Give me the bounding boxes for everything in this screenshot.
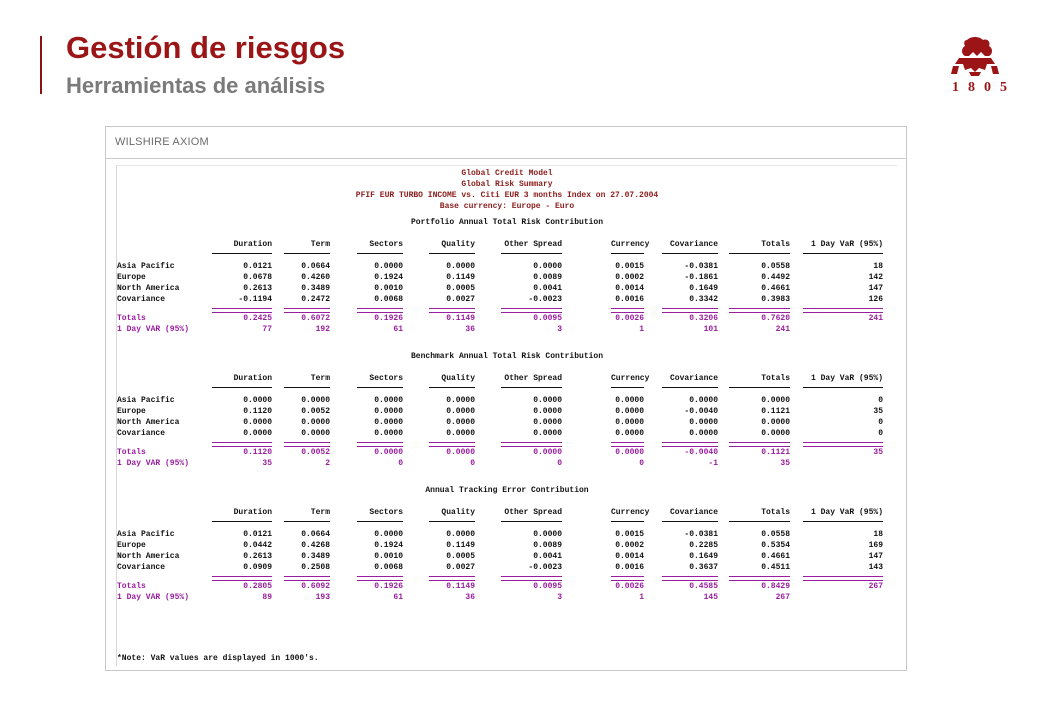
cell-2: 0.0000 xyxy=(374,407,403,416)
row-label: Asia Pacific xyxy=(117,530,175,539)
cell-5: 0.0000 xyxy=(615,418,644,427)
column-header: Totals xyxy=(761,508,790,517)
header-rule xyxy=(729,253,790,254)
header-rule xyxy=(662,521,718,522)
cell-4: 0.0000 xyxy=(533,396,562,405)
header-rule xyxy=(357,253,403,254)
cell-4: 3 xyxy=(557,593,562,602)
cell-7: 0.8429 xyxy=(761,582,790,591)
column-header: Sectors xyxy=(369,240,403,249)
cell-1: 2 xyxy=(325,459,330,468)
header-rule xyxy=(611,521,644,522)
cell-5: 0.0000 xyxy=(615,429,644,438)
cell-8: 35 xyxy=(873,448,883,457)
column-header: Term xyxy=(310,374,330,383)
header-rule xyxy=(803,253,883,254)
cell-3: 0.0027 xyxy=(446,563,475,572)
cell-0: 0.0121 xyxy=(243,530,272,539)
cell-2: 0 xyxy=(398,459,403,468)
cell-7: 0.1121 xyxy=(761,448,790,457)
table-row xyxy=(117,407,897,418)
totals-double-rule xyxy=(357,576,403,581)
cell-2: 0.1924 xyxy=(374,273,403,282)
header-rule xyxy=(357,521,403,522)
cell-1: 0.0664 xyxy=(301,530,330,539)
cell-2: 0.0000 xyxy=(374,262,403,271)
report-headline-4: Base currency: Europe - Euro xyxy=(439,202,575,211)
column-header: 1 Day VaR (95%) xyxy=(810,374,883,383)
cell-5: 1 xyxy=(639,325,644,334)
cell-0: 0.0678 xyxy=(243,273,272,282)
header-rule xyxy=(729,387,790,388)
row-label: Europe xyxy=(117,407,146,416)
header-rule xyxy=(729,521,790,522)
cell-8: 241 xyxy=(868,314,883,323)
totals-double-rule xyxy=(662,442,718,447)
cell-1: 0.0000 xyxy=(301,429,330,438)
cell-0: 0.1120 xyxy=(243,407,272,416)
header-rule xyxy=(662,387,718,388)
column-header: Sectors xyxy=(369,508,403,517)
totals-double-rule xyxy=(803,442,883,447)
cell-6: 101 xyxy=(703,325,718,334)
cell-0: 0.0000 xyxy=(243,396,272,405)
column-header: Totals xyxy=(761,374,790,383)
cell-1: 0.0000 xyxy=(301,418,330,427)
report-headline-2: Global Risk Summary xyxy=(461,180,553,189)
cell-0: 0.1120 xyxy=(243,448,272,457)
header-rule xyxy=(501,521,562,522)
cell-4: 0.0000 xyxy=(533,262,562,271)
cell-6: -0.1861 xyxy=(684,273,718,282)
cell-8: 0 xyxy=(878,429,883,438)
cell-6: 0.3206 xyxy=(689,314,718,323)
cell-2: 0.0000 xyxy=(374,448,403,457)
cell-6: 0.4585 xyxy=(689,582,718,591)
totals-double-rule xyxy=(284,576,330,581)
row-label: Covariance xyxy=(117,563,166,572)
cell-3: 36 xyxy=(465,325,475,334)
cell-7: 0.0000 xyxy=(761,418,790,427)
cell-8: 18 xyxy=(873,530,883,539)
cell-5: 0.0016 xyxy=(615,295,644,304)
header-rule xyxy=(429,521,475,522)
row-label: Asia Pacific xyxy=(117,262,175,271)
column-header: Other Spread xyxy=(504,374,562,383)
column-header: Other Spread xyxy=(504,508,562,517)
cell-4: 0.0041 xyxy=(533,284,562,293)
row-label: 1 Day VAR (95%) xyxy=(117,459,190,468)
column-header: Sectors xyxy=(369,374,403,383)
cell-6: 0.3637 xyxy=(689,563,718,572)
column-header: 1 Day VaR (95%) xyxy=(810,508,883,517)
totals-double-rule xyxy=(611,576,644,581)
cell-1: 0.3489 xyxy=(301,552,330,561)
var-row xyxy=(117,593,897,604)
cell-7: 0.3983 xyxy=(761,295,790,304)
cell-7: 0.5354 xyxy=(761,541,790,550)
totals-double-rule xyxy=(501,576,562,581)
cell-3: 0 xyxy=(470,459,475,468)
totals-double-rule xyxy=(611,308,644,313)
cell-7: 35 xyxy=(780,459,790,468)
cell-1: 0.4268 xyxy=(301,541,330,550)
cell-2: 0.0068 xyxy=(374,563,403,572)
column-header: Covariance xyxy=(669,374,718,383)
cell-7: 0.0558 xyxy=(761,262,790,271)
cell-3: 0.0000 xyxy=(446,448,475,457)
totals-double-rule xyxy=(803,308,883,313)
row-label: 1 Day VAR (95%) xyxy=(117,325,190,334)
cell-5: 0.0016 xyxy=(615,563,644,572)
cell-7: 0.4492 xyxy=(761,273,790,282)
totals-row xyxy=(117,448,897,459)
cell-2: 0.1926 xyxy=(374,314,403,323)
table-row xyxy=(117,295,897,306)
column-header: Duration xyxy=(233,240,272,249)
cell-6: 0.3342 xyxy=(689,295,718,304)
cell-0: 0.0442 xyxy=(243,541,272,550)
report-note: *Note: VaR values are displayed in 1000's. xyxy=(117,654,319,663)
report-panel xyxy=(105,126,907,671)
cell-0: 0.2613 xyxy=(243,284,272,293)
cell-6: 0.0000 xyxy=(689,429,718,438)
cell-3: 0.0000 xyxy=(446,407,475,416)
cell-6: 145 xyxy=(703,593,718,602)
header-rule xyxy=(212,521,272,522)
column-header-row xyxy=(117,374,897,385)
cell-3: 0.0000 xyxy=(446,429,475,438)
column-header: Duration xyxy=(233,374,272,383)
cell-7: 0.0000 xyxy=(761,429,790,438)
table-row xyxy=(117,530,897,541)
cell-6: 0.2285 xyxy=(689,541,718,550)
totals-double-rule xyxy=(212,308,272,313)
cell-3: 0.1149 xyxy=(446,314,475,323)
row-label: Covariance xyxy=(117,295,166,304)
cell-5: 0.0026 xyxy=(615,582,644,591)
totals-double-rule xyxy=(501,308,562,313)
cell-6: -1 xyxy=(708,459,718,468)
cell-1: 0.2508 xyxy=(301,563,330,572)
cell-3: 0.0000 xyxy=(446,262,475,271)
cell-1: 192 xyxy=(315,325,330,334)
cell-7: 0.0000 xyxy=(761,396,790,405)
cell-1: 0.0052 xyxy=(301,407,330,416)
header-rule xyxy=(284,521,330,522)
cell-7: 0.4661 xyxy=(761,552,790,561)
cell-7: 0.7620 xyxy=(761,314,790,323)
cell-4: 0.0000 xyxy=(533,530,562,539)
cell-0: 0.0909 xyxy=(243,563,272,572)
header-rule xyxy=(803,521,883,522)
cell-8: 143 xyxy=(868,563,883,572)
table-row xyxy=(117,552,897,563)
var-row xyxy=(117,459,897,470)
cell-6: 0.1649 xyxy=(689,284,718,293)
header-rule xyxy=(212,253,272,254)
header-rule xyxy=(611,387,644,388)
cell-6: 0.0000 xyxy=(689,396,718,405)
cell-7: 0.4511 xyxy=(761,563,790,572)
cell-3: 0.1149 xyxy=(446,273,475,282)
report-headline-1: Global Credit Model xyxy=(461,169,553,178)
cell-0: 0.2425 xyxy=(243,314,272,323)
cell-4: 0.0095 xyxy=(533,314,562,323)
cell-1: 0.6092 xyxy=(301,582,330,591)
table-row xyxy=(117,284,897,295)
cell-4: 0.0095 xyxy=(533,582,562,591)
cell-2: 0.0010 xyxy=(374,552,403,561)
section-title: Annual Tracking Error Contribution xyxy=(425,486,589,495)
cell-4: 0 xyxy=(557,459,562,468)
row-label: Europe xyxy=(117,273,146,282)
totals-double-rule xyxy=(501,442,562,447)
cell-3: 0.0005 xyxy=(446,552,475,561)
cell-6: -0.0040 xyxy=(684,407,718,416)
cell-4: 0.0000 xyxy=(533,448,562,457)
cell-0: 77 xyxy=(262,325,272,334)
column-header: Covariance xyxy=(669,240,718,249)
cell-8: 0 xyxy=(878,396,883,405)
page-subtitle: Herramientas de análisis xyxy=(66,73,326,98)
cell-2: 0.1926 xyxy=(374,582,403,591)
section-title: Portfolio Annual Total Risk Contribution xyxy=(410,218,604,227)
cell-7: 0.0558 xyxy=(761,530,790,539)
header-rule xyxy=(429,387,475,388)
cell-8: 142 xyxy=(868,273,883,282)
cell-2: 61 xyxy=(393,593,403,602)
column-header: Totals xyxy=(761,240,790,249)
cell-5: 0.0000 xyxy=(615,396,644,405)
cell-8: 267 xyxy=(868,582,883,591)
row-label: Totals xyxy=(117,314,146,323)
totals-double-rule xyxy=(284,442,330,447)
cell-1: 0.6072 xyxy=(301,314,330,323)
column-header-row xyxy=(117,240,897,251)
cell-3: 0.0005 xyxy=(446,284,475,293)
cell-4: 0.0089 xyxy=(533,273,562,282)
cell-0: 0.0000 xyxy=(243,418,272,427)
cell-8: 18 xyxy=(873,262,883,271)
header-rule xyxy=(501,387,562,388)
cell-7: 0.1121 xyxy=(761,407,790,416)
totals-double-rule xyxy=(429,576,475,581)
cell-0: 0.2613 xyxy=(243,552,272,561)
column-header: Currency xyxy=(611,240,650,249)
cell-3: 0.0027 xyxy=(446,295,475,304)
cell-5: 0.0015 xyxy=(615,262,644,271)
cell-2: 0.1924 xyxy=(374,541,403,550)
row-label: Covariance xyxy=(117,429,166,438)
cell-0: 0.0000 xyxy=(243,429,272,438)
totals-double-rule xyxy=(212,576,272,581)
column-header: Term xyxy=(310,508,330,517)
cell-5: 1 xyxy=(639,593,644,602)
cell-8: 126 xyxy=(868,295,883,304)
totals-double-rule xyxy=(803,576,883,581)
table-row xyxy=(117,429,897,440)
cell-6: 0.1649 xyxy=(689,552,718,561)
cell-7: 0.4661 xyxy=(761,284,790,293)
cell-7: 241 xyxy=(775,325,790,334)
row-label: North America xyxy=(117,552,180,561)
cell-1: 0.2472 xyxy=(301,295,330,304)
cell-5: 0.0000 xyxy=(615,448,644,457)
totals-double-rule xyxy=(429,442,475,447)
cell-2: 0.0068 xyxy=(374,295,403,304)
totals-double-rule xyxy=(662,576,718,581)
cell-4: 0.0089 xyxy=(533,541,562,550)
cell-6: -0.0040 xyxy=(684,448,718,457)
totals-row xyxy=(117,314,897,325)
cell-8: 35 xyxy=(873,407,883,416)
cell-2: 0.0010 xyxy=(374,284,403,293)
cell-6: -0.0381 xyxy=(684,530,718,539)
cell-5: 0.0000 xyxy=(615,407,644,416)
cell-6: 0.0000 xyxy=(689,418,718,427)
row-label: Europe xyxy=(117,541,146,550)
table-row xyxy=(117,418,897,429)
cell-1: 0.4260 xyxy=(301,273,330,282)
cell-5: 0.0014 xyxy=(615,284,644,293)
cell-2: 0.0000 xyxy=(374,530,403,539)
header-rule xyxy=(429,253,475,254)
report-headline-3: PFIF EUR TURBO INCOME vs. Citi EUR 3 months Index on 27.07.2004 xyxy=(355,191,659,200)
column-header-row xyxy=(117,508,897,519)
var-row xyxy=(117,325,897,336)
cell-3: 0.1149 xyxy=(446,541,475,550)
cell-8: 169 xyxy=(868,541,883,550)
header-rule xyxy=(662,253,718,254)
column-header: Term xyxy=(310,240,330,249)
cell-8: 147 xyxy=(868,284,883,293)
row-label: North America xyxy=(117,284,180,293)
header-rule xyxy=(284,253,330,254)
cell-1: 0.0000 xyxy=(301,396,330,405)
cell-2: 61 xyxy=(393,325,403,334)
header-rule xyxy=(284,387,330,388)
cell-1: 193 xyxy=(315,593,330,602)
cell-5: 0.0026 xyxy=(615,314,644,323)
totals-double-rule xyxy=(729,308,790,313)
cell-4: -0.0023 xyxy=(528,563,562,572)
cell-3: 0.0000 xyxy=(446,418,475,427)
totals-double-rule xyxy=(284,308,330,313)
cell-0: 89 xyxy=(262,593,272,602)
cell-4: 3 xyxy=(557,325,562,334)
cell-4: 0.0000 xyxy=(533,407,562,416)
table-row xyxy=(117,563,897,574)
column-header: Covariance xyxy=(669,508,718,517)
cell-4: 0.0041 xyxy=(533,552,562,561)
totals-double-rule xyxy=(662,308,718,313)
cell-5: 0 xyxy=(639,459,644,468)
table-row xyxy=(117,396,897,407)
title-accent-bar xyxy=(40,36,42,94)
cell-8: 147 xyxy=(868,552,883,561)
cell-8: 0 xyxy=(878,418,883,427)
row-label: Totals xyxy=(117,448,146,457)
totals-row xyxy=(117,582,897,593)
totals-double-rule xyxy=(729,576,790,581)
totals-double-rule xyxy=(212,442,272,447)
panel-header: WILSHIRE AXIOM xyxy=(106,127,906,159)
totals-double-rule xyxy=(429,308,475,313)
totals-double-rule xyxy=(611,442,644,447)
header-rule xyxy=(212,387,272,388)
column-header: Currency xyxy=(611,508,650,517)
cell-1: 0.3489 xyxy=(301,284,330,293)
column-header: Quality xyxy=(441,240,475,249)
cell-3: 0.0000 xyxy=(446,396,475,405)
row-label: North America xyxy=(117,418,180,427)
table-row xyxy=(117,262,897,273)
cell-4: -0.0023 xyxy=(528,295,562,304)
header-rule xyxy=(357,387,403,388)
cell-6: -0.0381 xyxy=(684,262,718,271)
cell-0: 0.0121 xyxy=(243,262,272,271)
column-header: Currency xyxy=(611,374,650,383)
cell-4: 0.0000 xyxy=(533,429,562,438)
cell-7: 267 xyxy=(775,593,790,602)
cell-0: -0.1194 xyxy=(238,295,272,304)
column-header: Duration xyxy=(233,508,272,517)
page-title: Gestión de riesgos xyxy=(66,30,346,65)
column-header: Quality xyxy=(441,508,475,517)
cell-3: 0.0000 xyxy=(446,530,475,539)
header-rule xyxy=(611,253,644,254)
column-header: 1 Day VaR (95%) xyxy=(810,240,883,249)
cell-1: 0.0052 xyxy=(301,448,330,457)
totals-double-rule xyxy=(357,308,403,313)
column-header: Other Spread xyxy=(504,240,562,249)
section-title: Benchmark Annual Total Risk Contribution xyxy=(410,352,604,361)
column-header: Quality xyxy=(441,374,475,383)
row-label: Asia Pacific xyxy=(117,396,175,405)
row-label: Totals xyxy=(117,582,146,591)
table-row xyxy=(117,541,897,552)
cell-2: 0.0000 xyxy=(374,418,403,427)
cell-2: 0.0000 xyxy=(374,429,403,438)
logo-year: 1805 xyxy=(952,80,1016,95)
cell-1: 0.0664 xyxy=(301,262,330,271)
cell-5: 0.0002 xyxy=(615,273,644,282)
cell-3: 0.1149 xyxy=(446,582,475,591)
cell-5: 0.0014 xyxy=(615,552,644,561)
cell-4: 0.0000 xyxy=(533,418,562,427)
totals-double-rule xyxy=(357,442,403,447)
header-rule xyxy=(501,253,562,254)
table-row xyxy=(117,273,897,284)
cell-2: 0.0000 xyxy=(374,396,403,405)
cell-0: 35 xyxy=(262,459,272,468)
row-label: 1 Day VAR (95%) xyxy=(117,593,190,602)
cell-3: 36 xyxy=(465,593,475,602)
cell-0: 0.2805 xyxy=(243,582,272,591)
risk-report xyxy=(116,165,897,666)
totals-double-rule xyxy=(729,442,790,447)
cell-5: 0.0002 xyxy=(615,541,644,550)
cell-5: 0.0015 xyxy=(615,530,644,539)
header-rule xyxy=(803,387,883,388)
